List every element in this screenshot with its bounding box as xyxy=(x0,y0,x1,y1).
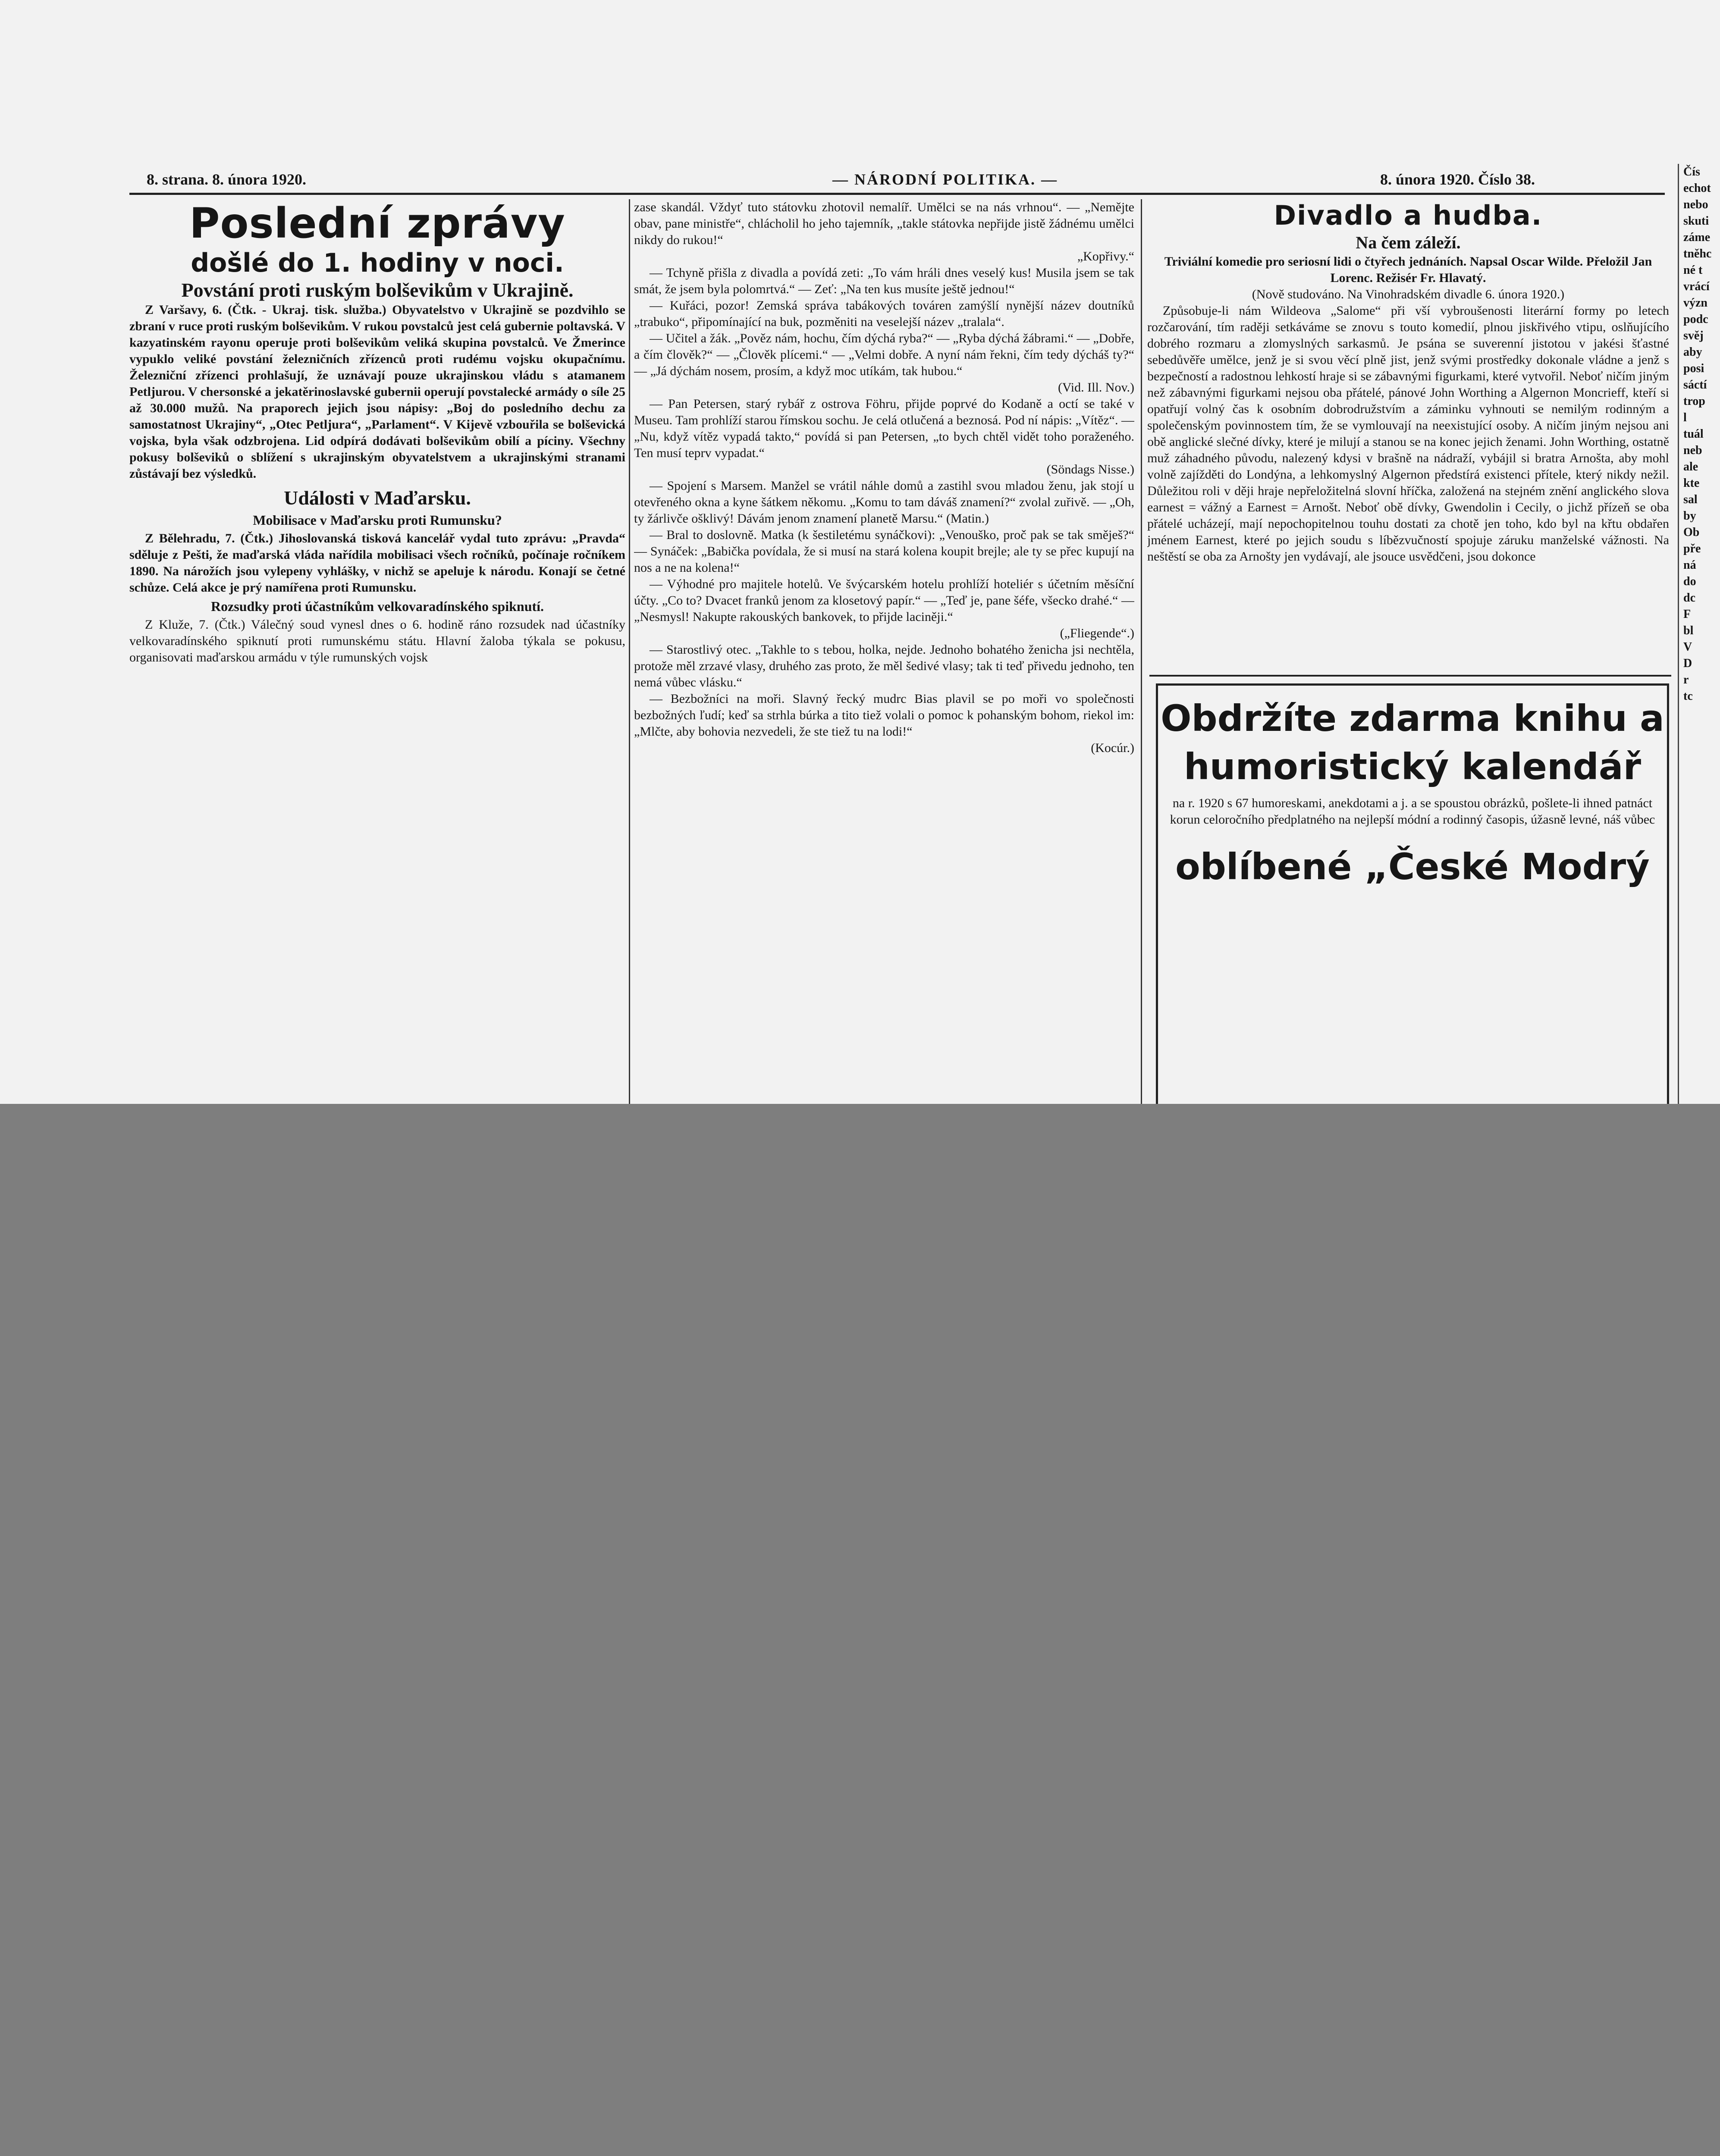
scan-background xyxy=(0,1104,1720,2156)
humor-item: — Starostlivý otec. „Takhle to s tebou, holka, nejde. Jednoho bohatého ženicha jsi nechtěla, protože měl zrzavé vlasy, druhého zas proto, že měl šedivé vlasy; tak ti teď přivedu jednoho, ten nemá vůbec vlásku.“ xyxy=(634,642,1134,689)
edge-fragment: V xyxy=(1683,640,1692,654)
header-left: 8. strana. 8. února 1920. xyxy=(147,171,307,188)
headline-hungary: Události v Maďarsku. xyxy=(284,487,471,509)
page-header xyxy=(121,170,1669,192)
edge-fragment: by xyxy=(1683,509,1696,523)
column-divider xyxy=(629,199,630,1104)
humor-item: — Pan Petersen, starý rybář z ostrova Föhru, přijde poprvé do Kodaně a octí se také v Museu. Tam prohlíží starou římskou sochu. Je celá otlučená a beznosá. Pod ní nápis: „Vítěz“. — „Nu, když vítěz vypadá takto,“ povídá si pan Petersen, „to bych chtěl vidět toho poraženého. Ten musí teprv vypadat.“ xyxy=(634,397,1134,460)
column-theatre xyxy=(1147,199,1669,680)
humor-item: — Bezbožníci na moři. Slavný řecký mudrc Bias plavil se po moři vo společnosti bezbožných ľudí; keď sa strhla búrka a tito tiež volali o pomoc k pohanským bohom, riekol im: „Mlčte, aby bohovia nezvedeli, že ste tiež tu na lodi!“ xyxy=(634,692,1134,739)
subhead-verdicts: Rozsudky proti účastníkům velkovaradínského spiknutí. xyxy=(210,599,544,614)
edge-fragment: svěj xyxy=(1683,329,1704,342)
ad-rule xyxy=(1149,675,1671,677)
edge-fragment: tněhc xyxy=(1683,247,1712,260)
humor-item: zase skandál. Vždyť tuto státovku zhotovil nemalíř. Umělci se na nás vrhnou“. — „Nemějte obav, pane ministře“, chlácholil ho jeho tajemník, „takle státovka nepřijde jistě žádnému umělci nikdy do rukou!“ xyxy=(634,200,1134,247)
sub-title: došlé do 1. hodiny v noci. xyxy=(191,248,564,278)
edge-fragment: vrácí xyxy=(1683,280,1710,293)
masthead: — NÁRODNÍ POLITIKA. — xyxy=(832,171,1058,188)
article-mobilisation: Z Bělehradu, 7. (Čtk.) Jihoslovanská tisková kancelář vydal tuto zprávu: „Pravda“ sděluje z Pešti, že maďarská vláda nařídila mobilisaci všech ročníků, počínaje ročníkem 1890. Na nárožích jsou vylepeny vyhlášky, v nichž se apeluje k národu. Konají se četné schůze. Celá akce je prý namířena proti Rumunsku. xyxy=(129,531,625,595)
edge-fragment: význ xyxy=(1683,296,1707,310)
edge-fragment: F xyxy=(1683,608,1691,621)
ad-bottom: oblíbené „České Modrý xyxy=(1175,846,1650,888)
ad-text: na r. 1920 s 67 humoreskami, anekdotami a j. a se spoustou obrázků, pošlete-li ihned patnáct korun celoročního předplatného na nejlepší módní a rodinný časopis, úžasně levné, náš vůbec xyxy=(1170,796,1655,827)
humor-item: — Výhodné pro majitele hotelů. Ve švýcarském hotelu prohlíží hoteliér s účetním měsíční účty. „Co to? Dvacet franků jenom za klosetový papír.“ — „Teď je, pane šéfe, všecko drahé.“ — „Nesmysl! Nakupte rakouských bankovek, to přijde laciněji.“ xyxy=(634,577,1134,624)
edge-fragment: l xyxy=(1683,411,1687,424)
humor-item: — Tchyně přišla z divadla a povídá zeti: „To vám hráli dnes veselý kus! Musila jsem se tak smát, že jsem byla polomrtvá.“ — Zeť: „Na ten kus musíte ještě jednou!“ xyxy=(634,266,1134,296)
edge-fragment: skuti xyxy=(1683,214,1709,228)
humor-source: (Kocúr.) xyxy=(1091,741,1134,755)
edge-fragment: sal xyxy=(1683,493,1698,506)
edge-fragment: ale xyxy=(1683,460,1698,473)
edge-fragment: Čís xyxy=(1683,165,1700,179)
edge-fragment: tuál xyxy=(1683,427,1704,441)
header-rule xyxy=(129,193,1665,195)
review-note: (Nově studováno. Na Vinohradském divadle 6. února 1920.) xyxy=(1252,287,1565,301)
edge-fragment: sáctí xyxy=(1683,378,1707,392)
edge-fragment: do xyxy=(1683,575,1696,588)
column-humor xyxy=(634,199,1134,1100)
edge-fragment: ná xyxy=(1683,558,1696,572)
edge-fragment: né t xyxy=(1683,263,1703,277)
edge-fragment: Ob xyxy=(1683,526,1700,539)
edge-fragment: pře xyxy=(1683,542,1701,555)
column-divider xyxy=(1141,199,1142,1104)
humor-item: — Učitel a žák. „Pověz nám, hochu, čím dýchá ryba?“ — „Ryba dýchá žábrami.“ — „Dobře, a čím člověk?“ — „Člověk plícemi.“ — „Velmi dobře. A nyní nám řekni, čím tedy dýcháš ty?“ — „Já dýchám nosem, prosím, a když moc utíkám, tak hubou.“ xyxy=(634,331,1134,378)
edge-fragment: aby xyxy=(1683,345,1702,359)
review-credits: Triviální komedie pro seriosní lidi o čtyřech jednáních. Napsal Oscar Wilde. Přeložil Jan Lorenc. Režisér Fr. Hlavatý. xyxy=(1164,254,1652,285)
edge-fragment: posi xyxy=(1683,362,1704,375)
edge-fragment: echot xyxy=(1683,182,1711,195)
edge-fragment: trop xyxy=(1683,395,1705,408)
edge-fragment: r xyxy=(1683,673,1689,686)
header-right: 8. února 1920. Číslo 38. xyxy=(1380,171,1535,188)
section-title: Divadlo a hudba. xyxy=(1274,200,1543,231)
humor-source: („Fliegende“.) xyxy=(1060,626,1134,640)
edge-fragment: bl xyxy=(1683,624,1694,637)
headline-ukraine: Povstání proti ruským bolševikům v Ukrajině. xyxy=(181,279,574,301)
edge-fragment: dc xyxy=(1683,591,1695,605)
humor-source: (Vid. Ill. Nov.) xyxy=(1058,380,1134,395)
adjacent-page-edge xyxy=(1678,164,1720,1104)
edge-fragment: nebo xyxy=(1683,198,1708,211)
advertisement xyxy=(1156,683,1669,1104)
humor-source: „Kopřivy.“ xyxy=(1077,249,1134,263)
subhead-mobilisation: Mobilisace v Maďarsku proti Rumunsku? xyxy=(253,512,502,528)
article-verdicts: Z Kluže, 7. (Čtk.) Válečný soud vynesl dnes o 6. hodině ráno rozsudek nad účastníky velkovaradínského spiknutí proti rumunskému státu. Hlavní žaloba týkala se pokusu, organisovati maďarskou armádu v týle rumunských vojsk xyxy=(129,617,625,664)
column-news xyxy=(129,199,625,1100)
humor-item: — Spojení s Marsem. Manžel se vrátil náhle domů a zastihl svou mladou ženu, jak stojí u otevřeného okna a kyne šátkem někomu. „Komu to tam dáváš znamení?“ zvolal zuřivě. — „Oh, ty žárlivče ošklivý! Dávám jenom znamení planetě Marsu.“ (Matin.) xyxy=(634,479,1134,526)
edge-fragment: podc xyxy=(1683,313,1708,326)
edge-fragment: tc xyxy=(1683,689,1693,703)
humor-item: — Bral to doslovně. Matka (k šestiletému synáčkovi): „Venouško, proč pak se tak směješ?“ — Synáček: „Babička povídala, že si musí na stará kolena koupit brejle; ale ty se přec kupují na nos a ne na kolena!“ xyxy=(634,528,1134,575)
main-title: Poslední zprávy xyxy=(189,199,565,248)
edge-fragment: neb xyxy=(1683,444,1702,457)
edge-fragment: záme xyxy=(1683,231,1711,244)
humor-item: — Kuřáci, pozor! Zemská správa tabákových továren zamýšlí nynější název doutníků „trabuko“, připomínající na buk, pozměniti na veselejší název „tralala“. xyxy=(634,298,1134,329)
edge-fragment: kte xyxy=(1683,476,1700,490)
review-body: Způsobuje-li nám Wildeova „Salome“ při vší vybroušenosti literární formy po letech rozčarování, tím raději setkáváme se znovu s touto komedií, plnou jiskřivého vtipu, oslňujícího dobrého rozmaru a zlomyslných sarkasmů. Je psána se suverenní jistotou v jakési šťastné sebedůvěře umělce, jenž je si svou věcí plně jist, jenž svými prostředky dokonale vládne a jenž s bezpečností a radostnou lehkostí hraje si se zábavnými figurkami, které vytvořil. Neboť ničím jiným než zábavnými figurkami nejsou oba přátelé, pánové John Worthing a Algernon Moncrieff, kteří si opatřují volný čas k osobním dobrodružstvím a záminku vyhnouti se nemilým rodinným a společenským povinnostem tím, že se vymlouvají na neexistující osoby. A ničím jiným nejsou ani obě anglické slečné dívky, které je milují a stanou se na konec jejich ženami. John Worthing, ostatně muž záhadného původu, nalezený kdysi v brašně na nádraží, vybájil si bratra Arnošta, aby mohl volně zajížděti do Londýna, a lehkomyslný Algernon předstírá existenci přítele, který nikdy nežil. Důležitou roli v ději hraje nepřeložitelná slovní hříčka, založená na stejném znění anglického slova earnest = vážný a Earnest = Arnošt. Neboť obě dívky, Gwendolin i Cecily, o jichž přízeň se oba přátelé ucházejí, mají nepochopitelnou touhu dostati za chotě jen toho, kdo byl na křtu obdařen jménem Earnest, které po jejich soudu s líbězvučností spojuje záruku manželské vážnosti. Na neštěstí se oba za Arnošty jen vydávají, ale jsouce usvědčeni, jsou dokonce xyxy=(1147,304,1669,564)
review-title: Na čem záleží. xyxy=(1356,233,1461,252)
humor-source: (Söndags Nisse.) xyxy=(1046,462,1134,476)
article-ukraine: Z Varšavy, 6. (Čtk. - Ukraj. tisk. služba.) Obyvatelstvo v Ukrajině se pozdvihlo se zbraní v ruce proti ruským bolševikům. V rukou povstalců jest celá gubernie poltavská. V kazyatinském rayonu operuje proti bolševikům veliká skupina povstalců. Ve Žmerince vypuklo veliké povstání železničních zřízenců proti rudému vojsku okupačnímu. Železniční zřízenci prohlašují, že uznávají pouze ukrajinskou vládu s atamanem Petljurou. V chersonské a jekatěrinoslavské gubernii operují povstalecké armády o síle 25 až 30.000 mužů. Na praporech jejich jsou nápisy: „Boj do posledního dechu za samostatnost Ukrajiny“, „Otec Petljura“, „Parlament“. V Kijevě vzbouřila se bolševická vojska, byla však odzbrojena. Lid odpírá dodávati bolševikům obilí a píciny. Všechny pokusy bolševiků o sblížení s ukrajinským obyvatelstvem a ukrajinskými stranami zůstávají bez výsledků. xyxy=(129,303,625,481)
edge-fragment: D xyxy=(1683,657,1692,670)
ad-title: Obdržíte zdarma knihu a humoristický kalendář xyxy=(1161,697,1664,788)
